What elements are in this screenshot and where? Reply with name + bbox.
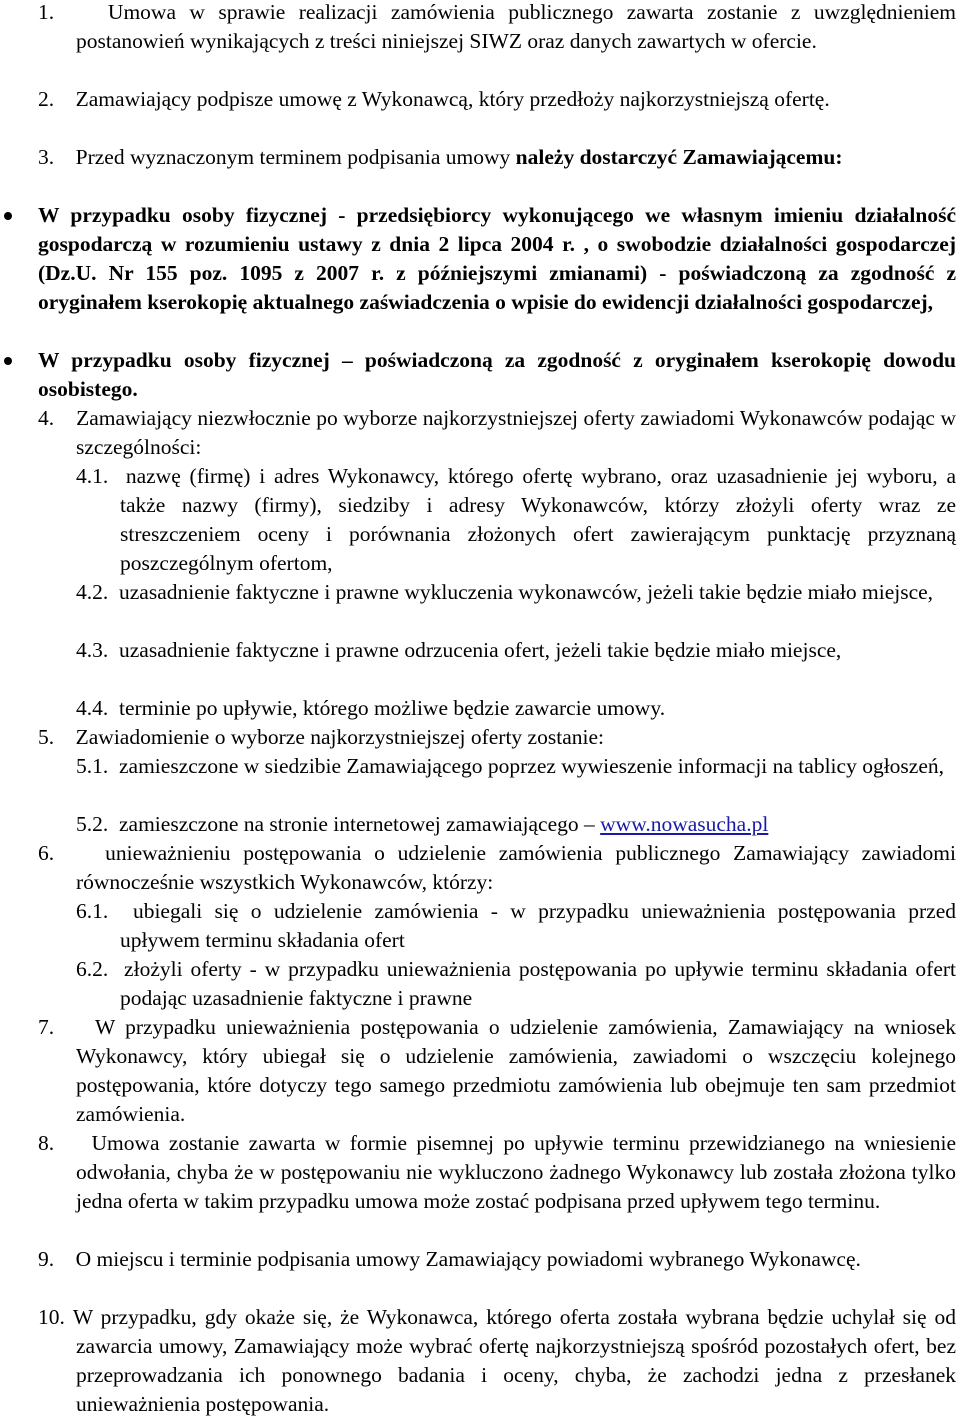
item-4-4 (76, 694, 956, 723)
item-number: 3. (38, 145, 55, 169)
item-8 (38, 1129, 956, 1216)
item-3 (38, 143, 956, 172)
item-text-bold: należy dostarczyć Zamawiającemu: (515, 145, 843, 169)
item-number: 4.4. (76, 696, 109, 720)
item-10 (38, 1303, 956, 1419)
item-text: uzasadnienie faktyczne i prawne wykluczenia wykonawców, jeżeli takie będzie miało miejsce, (119, 580, 934, 604)
item-text: O miejscu i terminie podpisania umowy Zamawiający powiadomi wybranego Wykonawcę. (75, 1247, 861, 1271)
item-text: W przypadku, gdy okaże się, że Wykonawca, którego oferta została wybrana będzie uchylał się od zawarcia umowy, Zamawiający może wybrać ofertę najkorzystniejszą spośród pozostałych ofert, bez przeprowadzania ich ponownego badania i oceny, chyba, że zachodzi jedna z przesłanek unieważnienia postępowania. (72, 1305, 956, 1416)
item-number: 6.1. (76, 899, 109, 923)
item-6-2 (76, 955, 956, 1013)
item-number: 4.1. (76, 464, 109, 488)
item-text: zamieszczone na stronie internetowej zamawiającego – (119, 812, 601, 836)
item-6 (38, 839, 956, 897)
item-2 (38, 85, 956, 114)
item-text: W przypadku unieważnienia postępowania o udzielenie zamówienia, Zamawiający na wniosek Wykonawcy, który ubiegał się o udzielenie zamówienia, zawiadomi o wszczęciu kolejnego postępowania, które dotyczy tego samego przedmiotu zamówienia lub obejmuje ten sam przedmiot zamówienia. (76, 1015, 957, 1126)
item-number: 5. (38, 725, 55, 749)
item-number: 5.2. (76, 812, 109, 836)
bullet-item-2 (38, 346, 956, 404)
item-number: 4.3. (76, 638, 109, 662)
item-number: 2. (38, 87, 55, 111)
website-link[interactable]: www.nowasucha.pl (600, 812, 769, 836)
item-4-1 (76, 462, 956, 578)
item-5-1 (76, 752, 956, 781)
item-text: Umowa zostanie zawarta w formie pisemnej po upływie terminu przewidzianego na wniesienie odwołania, chyba że w postępowaniu nie wykluczono żadnego Wykonawcy lub została złożona tylko jedna oferta w takim przypadku umowa może zostać podpisana przed upływem tego terminu. (76, 1131, 956, 1213)
bullet-text: W przypadku osoby fizycznej - przedsiębiorcy wykonującego we własnym imieniu działalność gospodarczą w rozumieniu ustawy z dnia 2 lipca 2004 r. , o swobodzie działalności gospodarczej (Dz.U. Nr 155 poz. 1095 z 2007 r. z późniejszymi zmianami) - poświadczoną za zgodność z oryginałem kserokopię aktualnego zaświadczenia o wpisie do ewidencji działalności gospodarczej, (38, 203, 956, 314)
item-text: uzasadnienie faktyczne i prawne odrzucenia ofert, jeżeli takie będzie miało miejsce, (119, 638, 842, 662)
item-text: Zamawiający niezwłocznie po wyborze najkorzystniejszej oferty zawiadomi Wykonawców podając w szczególności: (76, 406, 956, 459)
bullet-icon (4, 357, 12, 365)
item-text: nazwę (firmę) i adres Wykonawcy, którego ofertę wybrano, oraz uzasadnienie jej wyboru, a także nazwy (firmy), siedziby i adresy Wykonawców, którzy złożyli oferty wraz ze streszczeniem oceny i porównania złożonych ofert zawierającym punktację przyznaną poszczególnym ofertom, (120, 464, 956, 575)
item-number: 1. (38, 0, 55, 24)
item-number: 6. (38, 841, 55, 865)
item-text: terminie po upływie, którego możliwe będzie zawarcie umowy. (119, 696, 666, 720)
item-number: 5.1. (76, 754, 109, 778)
item-7 (38, 1013, 956, 1129)
bullet-text: W przypadku osoby fizycznej – poświadczoną za zgodność z oryginałem kserokopię dowodu osobistego. (38, 348, 956, 401)
item-text: ubiegali się o udzielenie zamówienia - w przypadku unieważnienia postępowania przed upływem terminu składania ofert (120, 899, 957, 952)
item-text: unieważnieniu postępowania o udzielenie zamówienia publicznego Zamawiający zawiadomi równocześnie wszystkich Wykonawców, którzy: (76, 841, 957, 894)
item-text: złożyli oferty - w przypadku unieważnienia postępowania po upływie terminu składania ofert podając uzasadnienie faktyczne i prawne (120, 957, 956, 1010)
item-text: Zamawiający podpisze umowę z Wykonawcą, który przedłoży najkorzystniejszą ofertę. (75, 87, 830, 111)
item-text: Umowa w sprawie realizacji zamówienia publicznego zawarta zostanie z uwzględnieniem postanowień wynikających z treści niniejszej SIWZ oraz danych zawartych w ofercie. (76, 0, 957, 53)
bullet-icon (4, 212, 12, 220)
item-number: 7. (38, 1015, 55, 1039)
bullet-item-1 (38, 201, 956, 317)
item-number: 4.2. (76, 580, 109, 604)
item-1 (38, 0, 956, 56)
item-number: 10. (38, 1305, 65, 1329)
item-6-1 (76, 897, 956, 955)
item-number: 9. (38, 1247, 55, 1271)
item-text: zamieszczone w siedzibie Zamawiającego poprzez wywieszenie informacji na tablicy ogłoszeń, (119, 754, 944, 778)
item-number: 6.2. (76, 957, 109, 981)
item-number: 8. (38, 1131, 55, 1155)
item-4-2 (76, 578, 956, 607)
item-text: Zawiadomienie o wyborze najkorzystniejszej oferty zostanie: (75, 725, 604, 749)
item-text: Przed wyznaczonym terminem podpisania umowy (75, 145, 516, 169)
item-9 (38, 1245, 956, 1274)
item-5-2 (76, 810, 956, 839)
item-4 (38, 404, 956, 462)
item-number: 4. (38, 406, 55, 430)
item-4-3 (76, 636, 956, 665)
item-5 (38, 723, 956, 752)
